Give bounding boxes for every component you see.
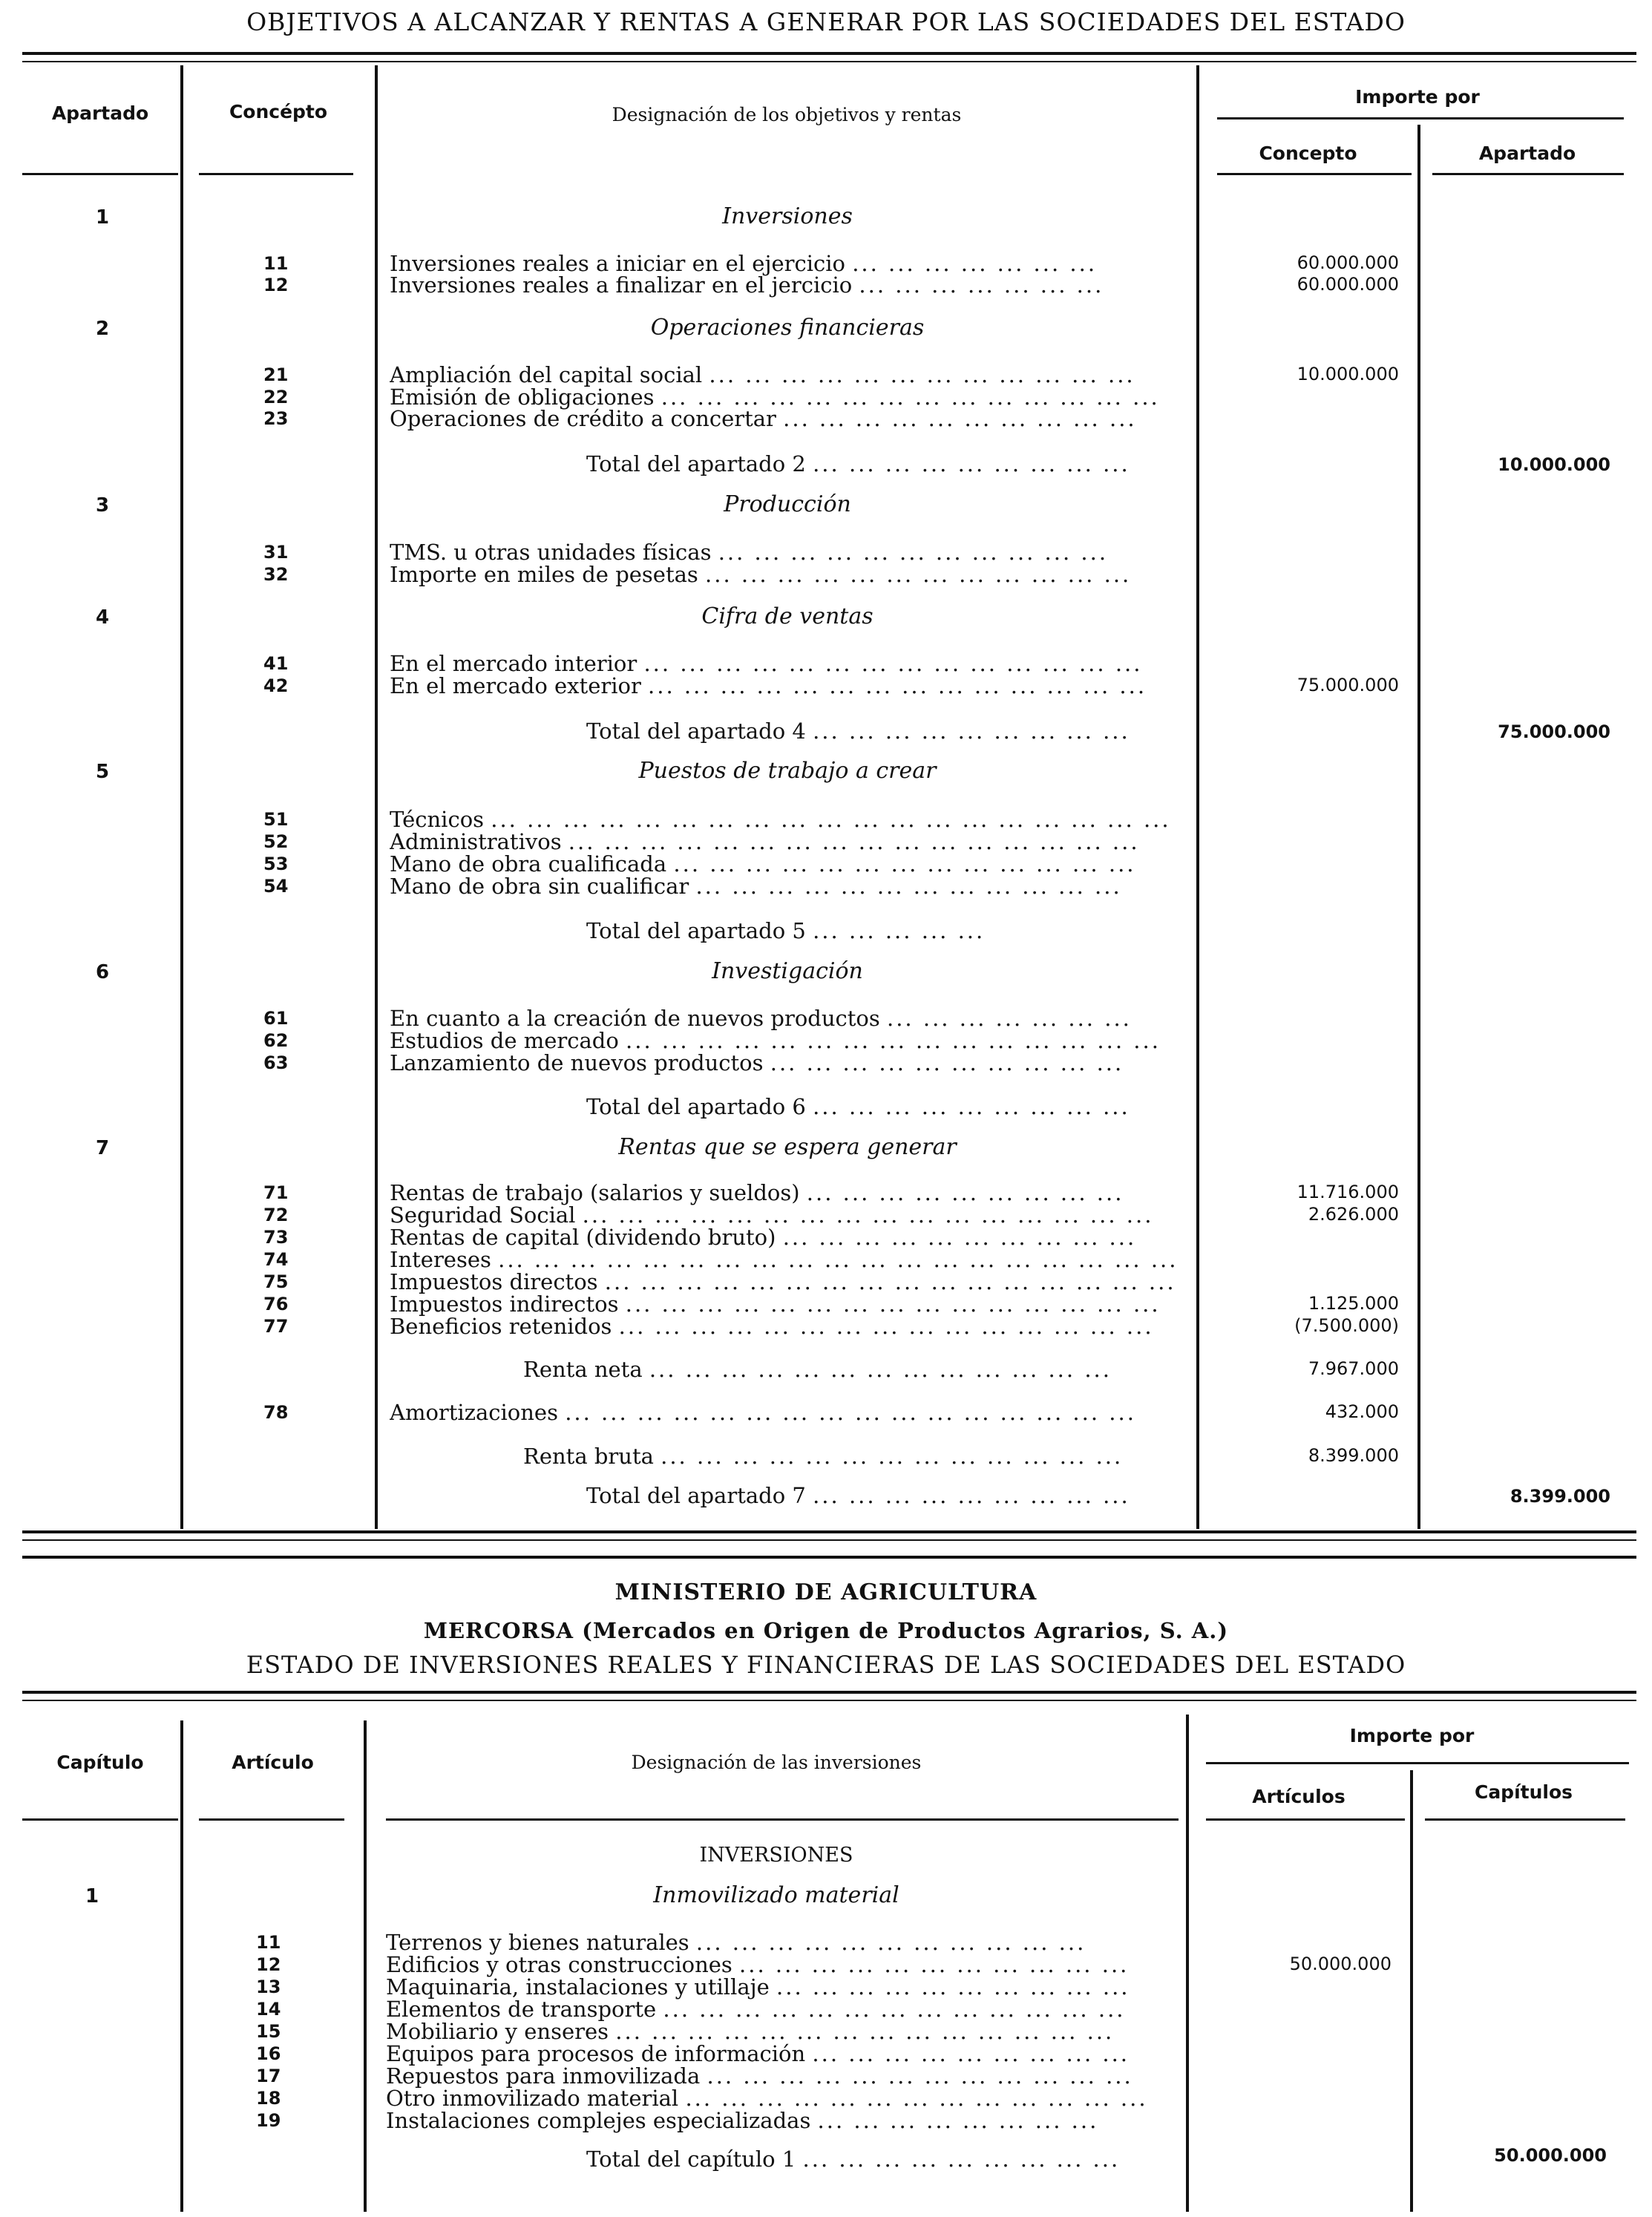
header-importe-apartado: Apartado	[1478, 143, 1576, 164]
concepto-label: Seguridad Social	[390, 1202, 576, 1228]
concepto-code: 76	[263, 1294, 289, 1314]
apartado-total-amount: 8.399.000	[1510, 1486, 1610, 1507]
header-rule	[1206, 1818, 1405, 1821]
articulo-code: 13	[256, 1977, 281, 1997]
leader-dots: ... ... ... ... ... ... ... ... ...	[813, 1094, 1130, 1119]
articulo-code: 11	[256, 1932, 281, 1953]
header-rule	[199, 1818, 344, 1821]
chapter-total-amount: 50.000.000	[1494, 2145, 1607, 2166]
leader-dots: ... ... ... ... ... ... ... ... ... ... ... ... ... ... ... ...	[568, 829, 1140, 854]
apartado-number: 7	[95, 1137, 110, 1159]
header-articulo: Artículo	[232, 1752, 314, 1773]
header-rule	[22, 173, 178, 175]
concepto-amount: 60.000.000	[1297, 274, 1399, 295]
articulo-label: Mobiliario y enseres	[386, 2019, 609, 2044]
leader-dots: ... ... ... ... ... ... ... ...	[817, 2108, 1099, 2133]
concepto-code: 12	[263, 275, 289, 295]
concepto-label: TMS. u otras unidades físicas	[390, 540, 712, 565]
table2-top-rule	[22, 1691, 1636, 1694]
concepto-row	[390, 1202, 1184, 1228]
table1-title: OBJETIVOS A ALCANZAR Y RENTAS A GENERAR POR LAS SOCIEDADES DEL ESTADO	[246, 7, 1406, 36]
concepto-row	[390, 1028, 1184, 1053]
concepto-code: 53	[263, 854, 289, 874]
concepto-code: 63	[263, 1052, 289, 1073]
concepto-row	[390, 651, 1184, 676]
ministry-heading: MINISTERIO DE AGRICULTURA	[614, 1579, 1038, 1605]
section-heading: Cifra de ventas	[701, 603, 873, 629]
articulo-row	[386, 2041, 1180, 2066]
concepto-label: Beneficios retenidos	[390, 1314, 612, 1339]
concepto-row	[390, 1269, 1184, 1294]
table1-col-divider	[1196, 65, 1199, 1529]
articulo-label: Repuestos para inmovilizada	[386, 2063, 701, 2089]
header-importe-rule	[1206, 1762, 1629, 1764]
leader-dots: ... ... ... ... ... ... ...	[852, 251, 1098, 276]
concepto-row	[390, 1050, 1184, 1075]
apartado-total-amount: 10.000.000	[1498, 454, 1610, 475]
concepto-row	[390, 562, 1184, 587]
chapter-number: 1	[85, 1885, 99, 1907]
subtotal-amount: 7.967.000	[1308, 1358, 1399, 1379]
section-heading: Rentas que se espera generar	[618, 1134, 957, 1160]
section-heading: Producción	[724, 491, 851, 517]
section-heading: Investigación	[712, 958, 863, 984]
concepto-label: Impuestos directos	[390, 1269, 598, 1294]
concepto-label: Rentas de trabajo (salarios y sueldos)	[390, 1180, 800, 1205]
company-heading: MERCORSA (Mercados en Origen de Productos Agrarios, S. A.)	[423, 1618, 1229, 1643]
table1-bottom-rule-thin	[22, 1539, 1636, 1541]
table2-top-rule-thin	[22, 1700, 1636, 1701]
table1-top-rule-thin	[22, 61, 1636, 62]
concepto-row	[390, 874, 1184, 899]
leader-dots: ... ... ... ... ... ... ... ... ... ... ... ... ... ... ...	[626, 1028, 1161, 1053]
leader-dots: ... ... ... ... ... ... ... ... ... ... ... ... ... ...	[643, 651, 1143, 676]
leader-dots: ... ... ... ... ... ... ... ... ... ... ... ...	[709, 362, 1135, 387]
leader-dots: ... ... ... ... ... ... ... ... ... ... ... ... ... ...	[661, 384, 1160, 410]
concepto-label: Estudios de mercado	[390, 1028, 619, 1053]
concepto-code: 72	[263, 1205, 289, 1225]
concepto-label: Inversiones reales a finalizar en el jercicio	[390, 272, 853, 298]
concepto-row	[390, 851, 1184, 877]
header-capitulo: Capítulo	[56, 1752, 144, 1773]
apartado-total-row	[586, 1094, 1184, 1119]
leader-dots: ... ... ... ... ... ... ... ... ...	[813, 451, 1130, 477]
articulo-code: 12	[256, 1954, 281, 1975]
articulo-label: Instalaciones complejes especializadas	[386, 2108, 811, 2133]
concepto-label: Amortizaciones	[390, 1400, 558, 1425]
concepto-label: Emisión de obligaciones	[390, 384, 655, 410]
articulo-row	[386, 2086, 1180, 2111]
apartado-number: 5	[95, 761, 110, 783]
concepto-label: Mano de obra sin cualificar	[390, 874, 689, 899]
concepto-code: 75	[263, 1271, 289, 1292]
total-label: Total del apartado 4	[586, 718, 806, 744]
table2-col-divider	[364, 1720, 367, 2212]
table2-col-divider	[180, 1720, 183, 2212]
articulo-row	[386, 1997, 1180, 2022]
leader-dots: ... ... ... ... ... ... ... ... ...	[813, 1483, 1130, 1508]
concepto-row	[390, 807, 1184, 832]
concepto-label: Impuestos indirectos	[390, 1291, 619, 1317]
leader-dots: ... ... ... ... ... ... ... ... ... ... ... ... ...	[649, 1357, 1112, 1382]
leader-dots: ... ... ... ... ... ... ... ... ... ... ... ... ... ... ... ... ... ... ...	[498, 1247, 1179, 1272]
concepto-row	[390, 1247, 1184, 1272]
leader-dots: ... ... ... ... ... ... ... ... ... ... ...	[695, 1930, 1086, 1955]
concepto-label: Rentas de capital (dividendo bruto)	[390, 1225, 776, 1250]
leader-dots: ... ... ... ... ... ... ... ... ... ...	[782, 1225, 1137, 1250]
apartado-total-amount: 75.000.000	[1498, 721, 1610, 742]
leader-dots: ... ... ... ... ... ... ...	[887, 1006, 1132, 1031]
table2-title: ESTADO DE INVERSIONES REALES Y FINANCIERAS DE LAS SOCIEDADES DEL ESTADO	[246, 1651, 1406, 1679]
header-designacion: Designación de los objetivos y rentas	[612, 104, 962, 125]
apartado-total-row	[586, 718, 1184, 744]
concepto-amount: 60.000.000	[1297, 252, 1399, 273]
concepto-row	[390, 1180, 1184, 1205]
leader-dots: ... ... ... ... ... ... ... ... ... ... ... ...	[707, 2063, 1133, 2089]
articulo-label: Otro inmovilizado material	[386, 2086, 679, 2111]
header-importe-articulos: Artículos	[1252, 1786, 1345, 1807]
concepto-label: En el mercado exterior	[390, 673, 641, 698]
header-rule	[1425, 1818, 1625, 1821]
leader-dots: ... ... ... ... ... ... ... ... ... ... ... ... ... ... ... ... ... ... ...	[491, 807, 1171, 832]
header-importe-concepto: Concepto	[1259, 143, 1357, 164]
articulo-code: 16	[256, 2043, 281, 2064]
table2-col-divider	[1186, 1715, 1189, 2212]
header-rule	[386, 1818, 1179, 1821]
concepto-amount: 1.125.000	[1308, 1293, 1399, 1314]
leader-dots: ... ... ... ... ... ... ... ... ... ... ... ... ... ... ...	[625, 1291, 1161, 1317]
leader-dots: ... ... ... ... ... ... ... ... ... ... ... ... ...	[673, 851, 1136, 877]
concepto-label: En cuanto a la creación de nuevos productos	[390, 1006, 880, 1031]
table1-bottom-rule	[22, 1556, 1636, 1559]
concepto-code: 74	[263, 1249, 289, 1270]
section-heading: Operaciones financieras	[650, 315, 925, 341]
concepto-label: Administrativos	[390, 829, 562, 854]
leader-dots: ... ... ... ... ... ... ... ... ... ... ... ... ... ...	[648, 673, 1147, 698]
header-rule	[1217, 173, 1412, 175]
concepto-row	[390, 829, 1184, 854]
articulo-code: 18	[256, 2088, 281, 2109]
concepto-code: 11	[263, 253, 289, 274]
concepto-amount: 11.716.000	[1297, 1182, 1399, 1202]
apartado-number: 6	[95, 961, 110, 983]
apartado-total-row	[586, 918, 1184, 943]
leader-dots: ... ... ... ... ... ... ... ... ...	[806, 1180, 1124, 1205]
group-heading: INVERSIONES	[699, 1844, 853, 1867]
leader-dots: ... ... ... ... ... ... ... ... ... ... ... ... ... ... ... ...	[582, 1202, 1154, 1228]
leader-dots: ... ... ... ... ... ... ... ... ... ... ... ... ...	[685, 2086, 1148, 2111]
concepto-row	[390, 272, 1184, 298]
concepto-amount: 10.000.000	[1297, 364, 1399, 384]
concepto-row	[390, 540, 1184, 565]
articulo-row	[386, 1930, 1180, 1955]
apartado-number: 3	[95, 494, 110, 517]
articulo-label: Terrenos y bienes naturales	[386, 1930, 689, 1955]
concepto-code: 21	[263, 364, 289, 385]
table1-top-rule	[22, 52, 1636, 55]
table1-bottom-rule	[22, 1530, 1636, 1533]
total-label: Total del apartado 7	[586, 1483, 806, 1508]
concepto-code: 62	[263, 1030, 289, 1051]
leader-dots: ... ... ... ... ... ... ... ... ... ... ... ... ...	[663, 1997, 1126, 2022]
apartado-number: 2	[95, 318, 110, 340]
concepto-code: 71	[263, 1182, 289, 1203]
section-heading: Inversiones	[722, 203, 853, 229]
chapter-total-label: Total del capítulo 1	[586, 2146, 796, 2172]
concepto-label: Importe en miles de pesetas	[390, 562, 698, 587]
articulo-row	[386, 2063, 1180, 2089]
apartado-number: 1	[95, 206, 110, 229]
concepto-code: 52	[263, 831, 289, 852]
concepto-label: Técnicos	[390, 807, 485, 832]
header-rule	[22, 1818, 178, 1821]
concepto-code: 77	[263, 1316, 289, 1337]
articulo-label: Maquinaria, instalaciones y utillaje	[386, 1974, 770, 2000]
concepto-code: 22	[263, 387, 289, 407]
table2-col-divider	[1410, 1770, 1413, 2212]
header-importe-por: Importe por	[1349, 1725, 1475, 1746]
articulo-code: 15	[256, 2021, 281, 2042]
leader-dots: ... ... ... ... ... ... ... ... ... ...	[783, 406, 1137, 431]
concepto-label: Lanzamiento de nuevos productos	[390, 1050, 764, 1075]
total-label: Total del apartado 6	[586, 1094, 806, 1119]
leader-dots: ... ... ... ... ... ... ... ... ...	[813, 718, 1130, 744]
leader-dots: ... ... ... ... ... ... ... ... ... ... ... ... ...	[661, 1444, 1124, 1469]
leader-dots: ... ... ... ... ... ... ... ... ... ...	[776, 1974, 1130, 2000]
table1-col-divider	[1417, 125, 1420, 1529]
articulo-row	[386, 1952, 1180, 1977]
total-label: Total del apartado 2	[586, 451, 806, 477]
apartado-total-row	[586, 451, 1184, 477]
articulo-code: 19	[256, 2110, 281, 2131]
leader-dots: ... ... ... ... ... ... ... ... ... ... ... ... ... ... ...	[618, 1314, 1154, 1339]
leader-dots: ... ... ... ... ... ... ... ... ... ...	[770, 1050, 1124, 1075]
leader-dots: ... ... ... ... ... ... ... ... ... ... ...	[718, 540, 1109, 565]
concepto-code: 31	[263, 542, 289, 563]
header-rule	[199, 173, 353, 175]
concepto-row	[390, 673, 1184, 698]
concepto-row	[390, 406, 1184, 431]
articulo-label: Equipos para procesos de información	[386, 2041, 806, 2066]
header-concepto: Concépto	[229, 101, 328, 122]
leader-dots: ... ... ... ... ... ... ... ... ...	[812, 2041, 1130, 2066]
subtotal-label: Renta bruta	[523, 1444, 654, 1469]
articulo-code: 17	[256, 2066, 281, 2086]
articulo-code: 14	[256, 1999, 281, 2020]
header-importe-rule	[1217, 117, 1624, 119]
concepto-row	[390, 1006, 1184, 1031]
concepto-code: 61	[263, 1008, 289, 1029]
header-importe-capitulos: Capítulos	[1474, 1781, 1573, 1803]
leader-dots: ... ... ... ... ... ... ... ... ... ... ... ...	[695, 874, 1122, 899]
leader-dots: ... ... ... ... ... ... ... ... ... ... ...	[739, 1952, 1130, 1977]
leader-dots: ... ... ... ... ... ... ...	[859, 272, 1104, 298]
concepto-label: Operaciones de crédito a concertar	[390, 406, 776, 431]
concepto-row	[390, 362, 1184, 387]
leader-dots: ... ... ... ... ... ... ... ... ... ... ... ...	[705, 562, 1132, 587]
total-label: Total del apartado 5	[586, 918, 806, 943]
concepto-label: Ampliación del capital social	[390, 362, 703, 387]
articulo-label: Elementos de transporte	[386, 1997, 657, 2022]
leader-dots: ... ... ... ... ... ... ... ... ... ... ... ... ... ...	[615, 2019, 1115, 2044]
subtotal-amount: 8.399.000	[1308, 1445, 1399, 1466]
apartado-number: 4	[95, 606, 110, 629]
concepto-code: 51	[263, 809, 289, 830]
articulo-row	[386, 2019, 1180, 2044]
concepto-code: 78	[263, 1402, 289, 1423]
concepto-amount: 432.000	[1325, 1401, 1399, 1422]
header-rule	[1432, 173, 1624, 175]
articulo-row	[386, 2108, 1180, 2133]
header-importe-por: Importe por	[1355, 86, 1480, 108]
concepto-code: 54	[263, 876, 289, 897]
concepto-amount: (7.500.000)	[1294, 1315, 1399, 1336]
leader-dots: ... ... ... ... ... ... ... ... ... ... ... ... ... ... ... ...	[604, 1269, 1176, 1294]
concepto-label: Mano de obra cualificada	[390, 851, 667, 877]
concepto-code: 32	[263, 564, 289, 585]
subtotal-row	[523, 1357, 1184, 1382]
articulo-label: Edificios y otras construcciones	[386, 1952, 732, 1977]
section-heading: Inmovilizado material	[653, 1882, 899, 1908]
concepto-code: 73	[263, 1227, 289, 1248]
articulo-amount: 50.000.000	[1289, 1954, 1392, 1974]
concepto-code: 23	[263, 408, 289, 429]
concepto-label: Inversiones reales a iniciar en el ejercicio	[390, 251, 845, 276]
concepto-amount: 2.626.000	[1308, 1204, 1399, 1225]
concepto-row	[390, 1314, 1184, 1339]
concepto-amount: 75.000.000	[1297, 675, 1399, 695]
table1-col-divider	[375, 65, 378, 1529]
section-heading: Puestos de trabajo a crear	[638, 758, 937, 784]
concepto-label: En el mercado interior	[390, 651, 637, 676]
leader-dots: ... ... ... ... ...	[813, 918, 986, 943]
header-designacion-inversiones: Designación de las inversiones	[631, 1752, 922, 1773]
header-apartado: Apartado	[51, 102, 149, 124]
chapter-total-row	[586, 2146, 1180, 2172]
table1-col-divider	[180, 65, 183, 1529]
apartado-total-row	[586, 1483, 1184, 1508]
subtotal-row	[523, 1444, 1184, 1469]
concepto-row	[390, 1225, 1184, 1250]
leader-dots: ... ... ... ... ... ... ... ... ... ... ... ... ... ... ... ...	[565, 1400, 1136, 1425]
concepto-code: 42	[263, 675, 289, 696]
concepto-row	[390, 1291, 1184, 1317]
concepto-row	[390, 1400, 1184, 1425]
concepto-code: 41	[263, 653, 289, 674]
chapter-total-dots: ... ... ... ... ... ... ... ... ...	[802, 2146, 1121, 2172]
subtotal-label: Renta neta	[523, 1357, 643, 1382]
concepto-label: Intereses	[390, 1247, 491, 1272]
articulo-row	[386, 1974, 1180, 2000]
